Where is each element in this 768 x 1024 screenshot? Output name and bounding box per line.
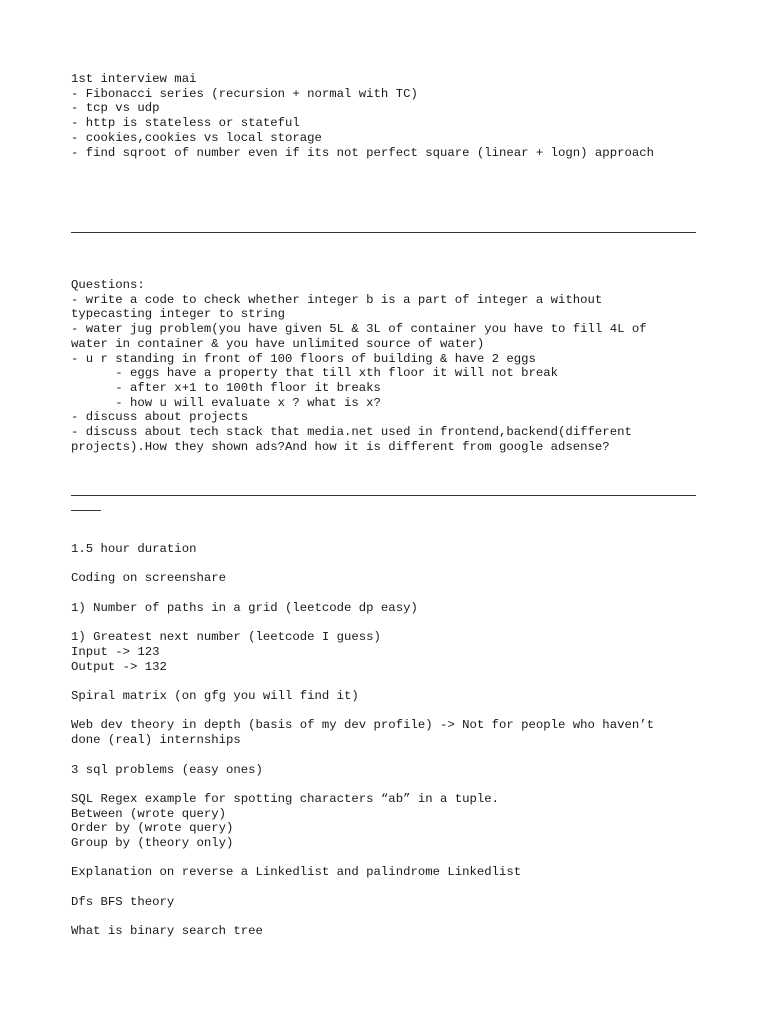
text-line: - http is stateless or stateful [71,116,300,131]
section-divider [71,495,696,496]
text-line: 1) Number of paths in a grid (leetcode dp easy) [71,600,418,615]
text-line: 1st interview mai [71,72,197,86]
text-line: Web dev theory in depth (basis of my dev profile) -> Not for people who haven’t [71,718,654,733]
text-line: - tcp vs udp [71,101,160,116]
text-line: - Fibonacci series (recursion + normal with TC) [71,86,418,101]
interview-questions-notes [71,278,697,454]
interview-round-1-notes [71,72,697,160]
text-line: projects).How they shown ads?And how it is different from google adsense? [71,439,610,454]
text-line: water in container & you have unlimited source of water) [71,336,485,351]
text-line: Coding on screenshare [71,571,226,586]
text-line: What is binary search tree [71,924,263,939]
text-line: Output -> 132 [71,659,167,674]
text-line: Dfs BFS theory [71,894,175,909]
text-line: typecasting integer to string [71,307,286,322]
section-divider [71,232,696,233]
text-line: - find sqroot of number even if its not perfect square (linear + logn) approach [71,145,654,160]
text-line: - u r standing in front of 100 floors of building & have 2 eggs [71,351,536,366]
text-line: - how u will evaluate x ? what is x? [71,395,381,410]
text-line: done (real) internships [71,733,241,748]
section-divider-tail [71,510,101,511]
text-line: 1.5 hour duration [71,542,197,556]
text-line: - water jug problem(you have given 5L & 3L of container you have to fill 4L of [71,322,647,337]
text-line: Spiral matrix (on gfg you will find it) [71,689,359,704]
text-line: - eggs have a property that till xth floor it will not break [71,366,559,381]
interview-round-details-notes [71,542,697,939]
text-line: 3 sql problems (easy ones) [71,762,263,777]
text-line: Explanation on reverse a Linkedlist and palindrome Linkedlist [71,865,522,880]
text-line: - after x+1 to 100th floor it breaks [71,380,381,395]
text-line: Order by (wrote query) [71,821,234,836]
text-line: - discuss about tech stack that media.net used in frontend,backend(different [71,425,632,440]
text-line: Between (wrote query) [71,806,226,821]
text-line: SQL Regex example for spotting characters “ab” in a tuple. [71,791,500,806]
text-line: Input -> 123 [71,644,160,659]
text-line: Questions: [71,278,145,292]
text-line: Group by (theory only) [71,836,234,851]
text-line: - discuss about projects [71,410,249,425]
text-line: - write a code to check whether integer b is a part of integer a without [71,292,603,307]
text-line: - cookies,cookies vs local storage [71,130,322,145]
text-line: 1) Greatest next number (leetcode I guess) [71,630,381,645]
